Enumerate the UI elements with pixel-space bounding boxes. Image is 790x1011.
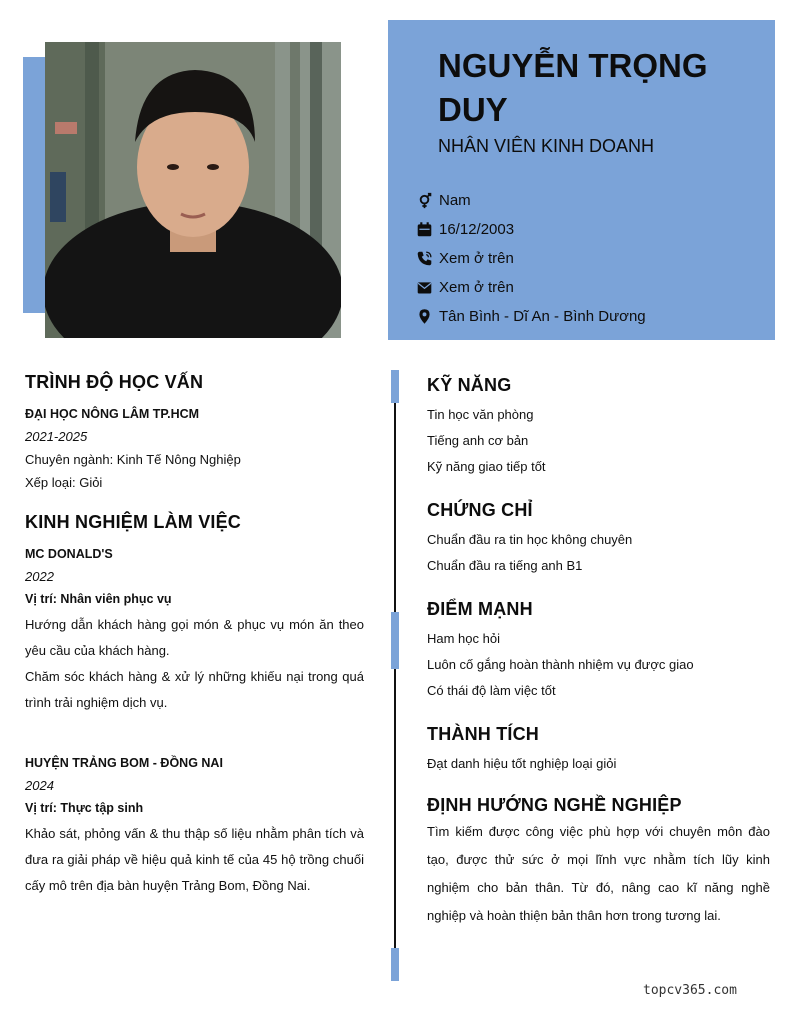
job-org: MC DONALD'S <box>25 547 113 561</box>
strengths-section <box>427 599 770 704</box>
orientation-text: Tìm kiếm được công việc phù hợp với chuyên môn đào tạo, được thử sức ở mọi lĩnh vực nhằm tích lũy kinh nghiệm cho bản thân. Từ đó, nâng cao kĩ năng nghề nghiệp và hoàn thiện bản thân hơn trong tương lai. <box>427 824 770 923</box>
contact-info-list <box>416 186 646 331</box>
job-org: HUYỆN TRẢNG BOM - ĐỒNG NAI <box>25 756 223 770</box>
location-icon <box>416 308 439 326</box>
left-column <box>25 372 364 899</box>
education-major: Chuyên ngành: Kinh Tế Nông Nghiệp <box>25 452 241 467</box>
job-year: 2022 <box>25 569 54 584</box>
job-role: Vị trí: Nhân viên phục vụ <box>25 592 172 606</box>
education-years: 2021-2025 <box>25 429 88 444</box>
job-description: Hướng dẫn khách hàng gọi món & phục vụ món ăn theo yêu cầu của khách hàng. <box>25 617 364 658</box>
job-description: Khảo sát, phỏng vấn & thu thập số liệu nhằm phân tích và đưa ra giải pháp về hiệu quả kinh tế của 45 hộ trồng chuối cấy mô trên địa bàn huyện Trảng Bom, Đồng Nai. <box>25 826 364 893</box>
info-phone: Xem ở trên <box>416 244 646 273</box>
job-role: Vị trí: Thực tập sinh <box>25 801 144 815</box>
info-birthdate: 16/12/2003 <box>416 215 646 244</box>
skills-title: KỸ NĂNG <box>427 375 512 395</box>
education-rank: Xếp loại: Giỏi <box>25 475 103 490</box>
candidate-name: NGUYỄN TRỌNG DUY <box>438 47 708 128</box>
education-section <box>25 372 364 490</box>
list-item: Tin học văn phòng <box>427 407 534 422</box>
info-address: Tân Bình - Dĩ An - Bình Dương <box>416 302 646 331</box>
right-column <box>427 375 770 930</box>
strengths-title: ĐIỂM MẠNH <box>427 599 533 619</box>
gender-icon <box>416 192 439 210</box>
list-item: Đạt danh hiệu tốt nghiệp loại giỏi <box>427 756 617 771</box>
orientation-title: ĐỊNH HƯỚNG NGHỀ NGHIỆP <box>427 795 682 815</box>
job-entry <box>25 756 364 899</box>
school-name: ĐẠI HỌC NÔNG LÂM TP.HCM <box>25 407 200 421</box>
achievements-section <box>427 724 770 777</box>
timeline-marker <box>391 612 399 669</box>
experience-section <box>25 512 364 899</box>
candidate-position: NHÂN VIÊN KINH DOANH <box>438 136 655 156</box>
list-item: Kỹ năng giao tiếp tốt <box>427 459 546 474</box>
profile-photo <box>45 42 341 338</box>
list-item: Chuẩn đầu ra tiếng anh B1 <box>427 558 583 573</box>
email-icon <box>416 279 439 297</box>
timeline-line <box>394 372 396 980</box>
achievements-title: THÀNH TÍCH <box>427 724 539 744</box>
timeline-marker <box>391 948 399 981</box>
list-item: Luôn cố gắng hoàn thành nhiệm vụ được giao <box>427 657 694 672</box>
orientation-section <box>427 795 770 930</box>
experience-title: KINH NGHIỆM LÀM VIỆC <box>25 512 242 532</box>
timeline-marker <box>391 370 399 403</box>
certificates-title: CHỨNG CHỈ <box>427 500 533 520</box>
watermark: topcv365.com <box>643 983 737 998</box>
job-entry <box>25 547 364 716</box>
certificates-section <box>427 500 770 579</box>
education-title: TRÌNH ĐỘ HỌC VẤN <box>25 372 204 392</box>
list-item: Tiếng anh cơ bản <box>427 433 529 448</box>
skills-section <box>427 375 770 480</box>
profile-header <box>388 20 775 340</box>
list-item: Có thái độ làm việc tốt <box>427 683 556 698</box>
calendar-icon <box>416 221 439 239</box>
list-item: Chuẩn đầu ra tin học không chuyên <box>427 532 633 547</box>
phone-icon <box>416 250 439 268</box>
job-year: 2024 <box>25 778 54 793</box>
list-item: Ham học hỏi <box>427 631 500 646</box>
info-email: Xem ở trên <box>416 273 646 302</box>
info-gender: Nam <box>416 186 646 215</box>
job-description: Chăm sóc khách hàng & xử lý những khiếu nại trong quá trình trải nghiệm dịch vụ. <box>25 669 364 710</box>
